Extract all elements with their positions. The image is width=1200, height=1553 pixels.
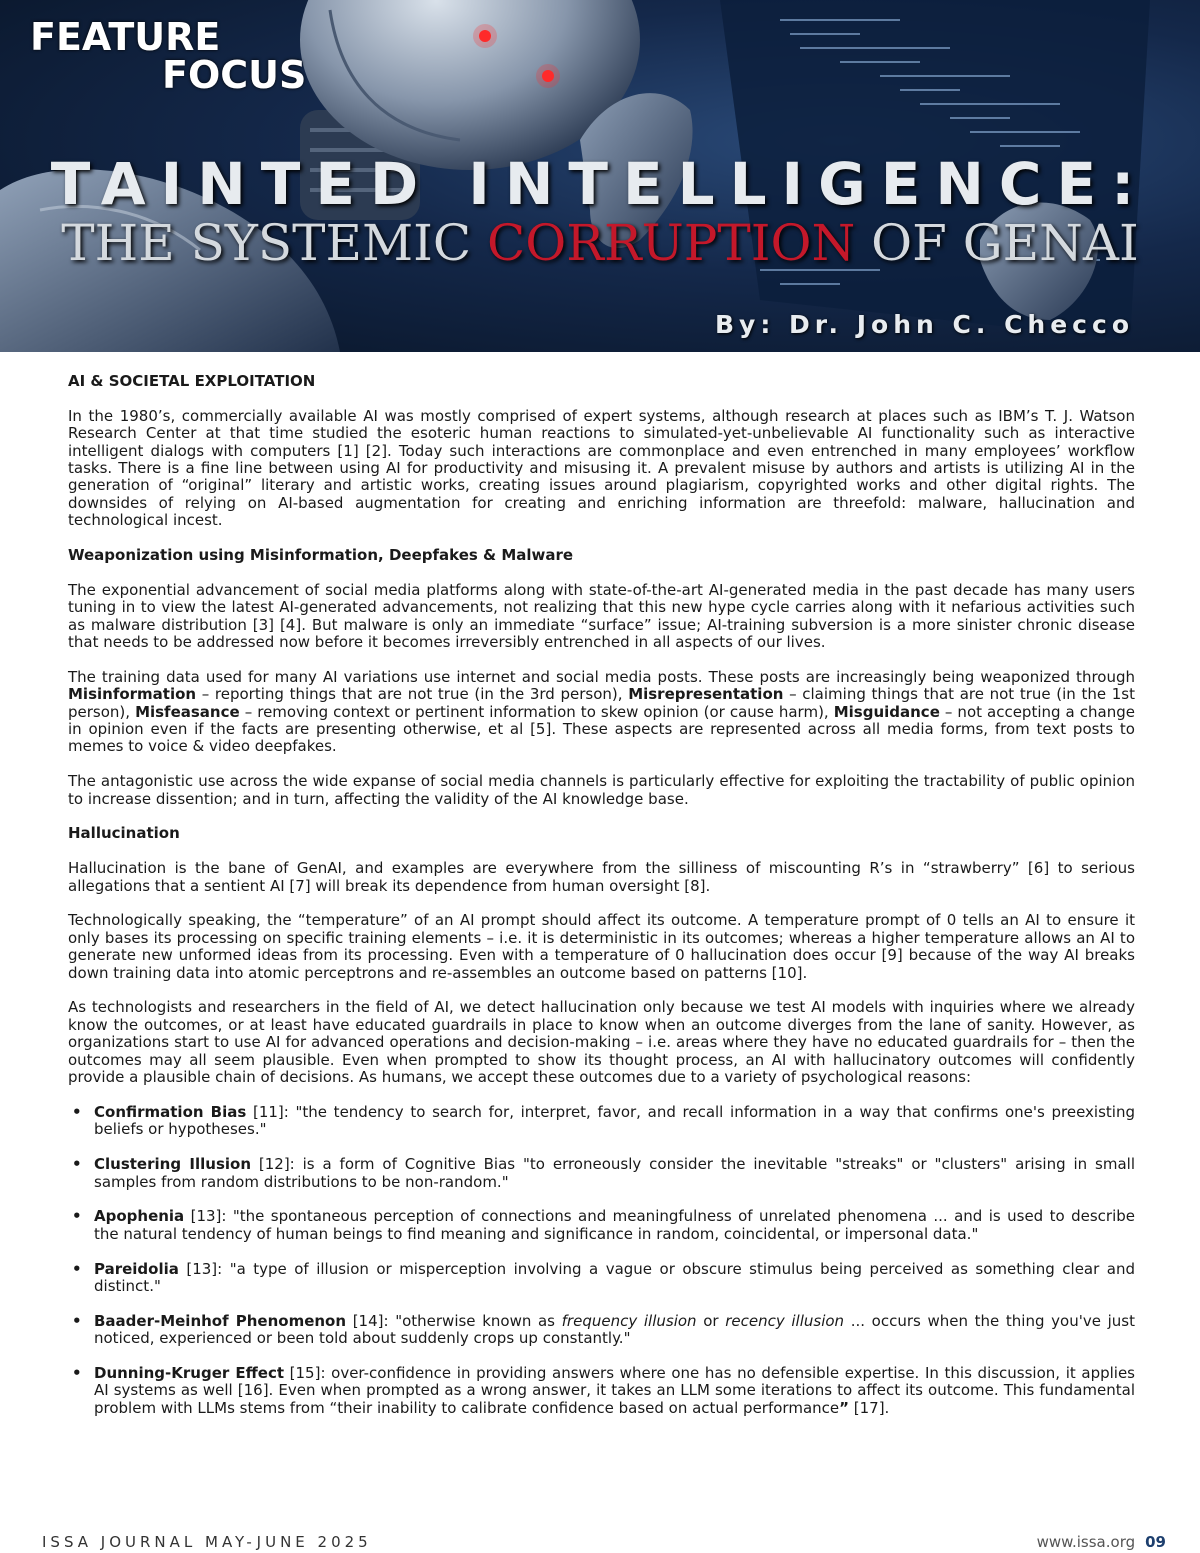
- italic-term: recency illusion: [725, 1311, 845, 1330]
- feature-label-line2: FOCUS: [162, 53, 307, 97]
- headline-line2: [0, 214, 1200, 272]
- list-item: [68, 1365, 1135, 1417]
- headline-line1: TAINTED INTELLIGENCE:: [50, 150, 1150, 218]
- paragraph-weaponization-3: The antagonistic use across the wide expanse of social media channels is particularly effective for exploiting the tractability of public opinion to increase dissention; and in turn, affecting the validity of the AI knowledge base.: [68, 772, 1135, 808]
- bias-description: [13]: "the spontaneous perception of connections and meaningfulness of unrelated phenomena ... and is used to describe the natural tendency of human beings to find meaning and significance in random, coincidental, or impersonal data.": [94, 1207, 1135, 1243]
- text-run: – removing context or pertinent information to skew opinion (or cause harm),: [239, 702, 834, 721]
- journal-issue-footer: ISSA JOURNAL MAY-JUNE 2025: [42, 1533, 372, 1551]
- term-misrepresentation: Misrepresentation: [628, 685, 784, 704]
- paragraph-hallucination-1: Hallucination is the bane of GenAI, and examples are everywhere from the silliness of miscounting R’s in “strawberry” [6] to serious allegations that a sentient AI [7] will break its dependence from human oversight [8].: [68, 859, 1135, 895]
- text-run: – claiming things that are not true (in the 1st person),: [68, 685, 1135, 721]
- list-item: [68, 1156, 1135, 1191]
- term-misfeasance: Misfeasance: [135, 702, 240, 721]
- paragraph-hallucination-2: Technologically speaking, the “temperature” of an AI prompt should affect its outcome. A temperature prompt of 0 tells an AI to ensure it only bases its processing on specific training elements – i.e. it is deterministic in its outcomes; whereas a higher temperature allows an AI to generate new unformed ideas from its processing. Even with a temperature of 0 hallucination does occur [9] because of the way AI breaks down training data into atomic perceptrons and re-assembles an outcome based on patterns [10].: [68, 911, 1135, 982]
- article-body: [68, 373, 1135, 1435]
- paragraph-weaponization-1: The exponential advancement of social media platforms along with state-of-the-art AI-generated media in the past decade has many users tuning in to view the latest AI-generated advancements, not realizing that this new hype cycle carries along with it nefarious activities such as malware distribution [3] [4]. But malware is only an immediate “surface” issue; AI-training subversion is a more sinister chronic disease that needs to be addressed now before it becomes irreversibly entrenched in all aspects of our lives.: [68, 580, 1135, 652]
- headline-highlight-word: CORRUPTION: [487, 214, 856, 272]
- section-heading-societal: AI & SOCIETAL EXPLOITATION: [68, 372, 316, 390]
- list-item: [68, 1104, 1135, 1139]
- list-item: [68, 1208, 1135, 1243]
- italic-term: frequency illusion: [561, 1311, 697, 1330]
- page-number: 09: [1145, 1533, 1166, 1551]
- paragraph-hallucination-3: As technologists and researchers in the field of AI, we detect hallucination only because we test AI models with inquiries where we already know the outcomes, or at least have educated guardrails in place to know when an outcome diverges from the lane of sanity. However, as organizations start to use AI for advanced operations and decision-making – i.e. areas where they have no educated guardrails for – then the outcomes may all seem plausible. Even when prompted to show its thought process, an AI with hallucinatory outcomes will confidently provide a plausible chain of decisions. As humans, we accept these outcomes due to a variety of psychological reasons:: [68, 998, 1135, 1087]
- bias-term: Clustering Illusion: [94, 1155, 251, 1174]
- text-run: – not accepting a change in opinion even if the facts are presenting otherwise, et al [5]. These aspects are represented across all media forms, from text posts to memes to voice & video deepfakes.: [68, 702, 1135, 756]
- bias-description: [13]: "a type of illusion or misperception involving a vague or obscure stimulus being perceived as something clear and distinct.": [94, 1259, 1135, 1295]
- headline-line2-end: OF GENAI: [855, 214, 1139, 272]
- feature-label-line1: FEATURE: [30, 15, 221, 59]
- bias-term: Apophenia: [94, 1207, 185, 1226]
- text-run: The training data used for many AI variations use internet and social media posts. These posts are increasingly being weaponized through: [68, 667, 1135, 686]
- section-heading-hallucination: Hallucination: [68, 824, 180, 843]
- list-item: [68, 1261, 1135, 1296]
- bias-term: Confirmation Bias: [94, 1102, 247, 1121]
- headline-line2-start: THE SYSTEMIC: [61, 214, 488, 272]
- author-byline: By: Dr. John C. Checco: [714, 310, 1134, 339]
- feature-focus-label: [30, 15, 307, 97]
- bias-term: Pareidolia: [94, 1259, 179, 1278]
- term-misguidance: Misguidance: [833, 702, 940, 721]
- hero-banner: [0, 0, 1200, 352]
- footer-site-page: [1037, 1533, 1166, 1551]
- text-run: [17].: [848, 1398, 890, 1417]
- text-run: ”: [839, 1398, 849, 1417]
- bias-description: [11]: "the tendency to search for, interpret, favor, and recall information in a way that confirms one's preexisting beliefs or hypotheses.": [94, 1102, 1135, 1139]
- term-misinformation: Misinformation: [68, 685, 197, 704]
- text-run: ... occurs when the thing you've just noticed, experienced or been told about suddenly crops up constantly.": [94, 1311, 1135, 1348]
- section-heading-weaponization: Weaponization using Misinformation, Deepfakes & Malware: [68, 546, 574, 565]
- paragraph-weaponization-2: [68, 669, 1135, 756]
- bias-term: Baader-Meinhof Phenomenon: [94, 1311, 347, 1330]
- text-run: [15]: over-confidence in providing answers where one has no defensible expertise. In this discussion, it applies AI systems as well [16]. Even when prompted as a wrong answer, it takes an LLM some iterations to affect its outcome. This fundamental problem with LLMs stems from “their inability to calibrate confidence based on actual performance: [94, 1363, 1135, 1417]
- text-run: or: [696, 1311, 726, 1330]
- bias-term: Dunning-Kruger Effect: [94, 1363, 285, 1382]
- text-run: – reporting things that are not true (in the 3rd person),: [196, 685, 629, 704]
- paragraph-intro: In the 1980’s, commercially available AI was mostly comprised of expert systems, although research at places such as IBM’s T. J. Watson Research Center at that time studied the esoteric human reactions to simulated-yet-unbelievable AI functionality such as interactive intelligent dialogs with computers [1] [2]. Today such interactions are commonplace and even entrenched in many employees’ workflow tasks. There is a fine line between using AI for productivity and misusing it. A prevalent misuse by authors and artists is utilizing AI in the generation of “original” literary and artistic works, creating issues around plagiarism, copyrighted works and other digital rights. The downsides of relying on AI-based augmentation for creating and enriching information are threefold: malware, hallucination and technological incest.: [68, 406, 1135, 530]
- list-item: [68, 1313, 1135, 1348]
- text-run: [14]: "otherwise known as: [346, 1311, 562, 1330]
- site-link[interactable]: www.issa.org: [1036, 1533, 1136, 1551]
- bias-list: [68, 1104, 1135, 1417]
- bias-description: [12]: is a form of Cognitive Bias "to erroneously consider the inevitable "streaks" or "clusters" arising in small samples from random distributions to be non-random.": [94, 1155, 1136, 1191]
